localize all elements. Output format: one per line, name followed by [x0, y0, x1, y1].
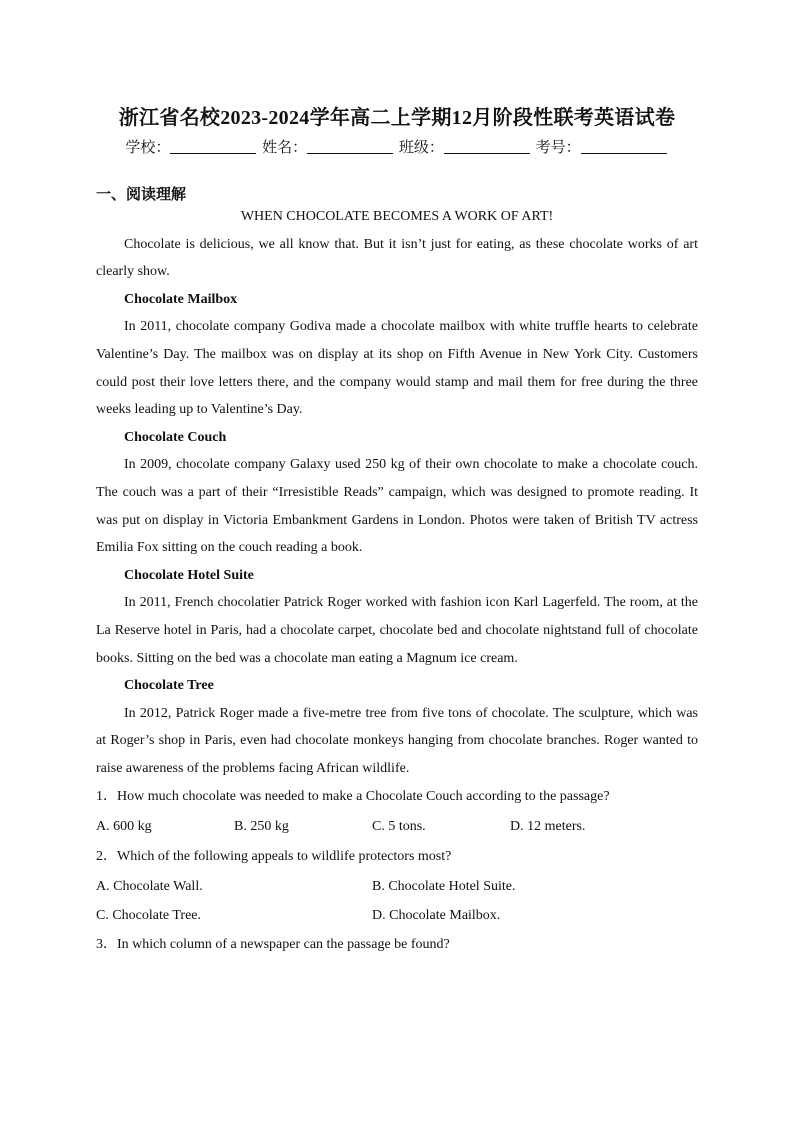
question-options: [96, 872, 698, 901]
item-paragraph: In 2009, chocolate company Galaxy used 250 kg of their own chocolate to make a chocolate couch. The couch was a part of their “Irresistible Reads” campaign, which was designed to promote reading. It was put on display in Victoria Embankment Gardens in London. Photos were taken of British TV actress Emilia Fox sitting on the couch reading a book.: [96, 457, 698, 556]
passage-title: WHEN CHOCOLATE BECOMES A WORK OF ART!: [240, 209, 554, 224]
question-stem: 3．In which column of a newspaper can the passage be found?: [96, 937, 450, 953]
exam-number-label: 考号：: [535, 140, 581, 156]
option-b: B. Chocolate Hotel Suite.: [372, 879, 516, 895]
item-heading: Chocolate Mailbox: [124, 291, 238, 307]
exam-title: 浙江省名校2023-2024学年高二上学期12月阶段性联考英语试卷: [118, 107, 676, 129]
item-paragraph: In 2011, French chocolatier Patrick Roger worked with fashion icon Karl Lagerfeld. The room, at the La Reserve hotel in Paris, had a chocolate carpet, chocolate bed and chocolate nightstand full of chocolate books. Sitting on the bed was a chocolate man eating a Magnum ice cream.: [96, 595, 698, 666]
option-b: B. 250 kg: [234, 819, 289, 835]
question-options: [96, 812, 698, 842]
name-blank: [307, 139, 393, 154]
class-label: 班级：: [398, 140, 444, 156]
option-d: D. Chocolate Mailbox.: [372, 908, 501, 924]
item-heading: Chocolate Hotel Suite: [124, 567, 254, 583]
school-label: 学校：: [125, 140, 171, 156]
question-stem: 1．How much chocolate was needed to make a Chocolate Couch according to the passage?: [96, 789, 610, 805]
item-paragraph: In 2011, chocolate company Godiva made a chocolate mailbox with white truffle hearts to celebrate Valentine’s Day. The mailbox was on display at its shop on Fifth Avenue in New York City. Customers could post their love letters there, and the company would stamp and mail them for free during the three weeks leading up to Valentine’s Day.: [96, 319, 698, 418]
option-c: C. 5 tons.: [372, 819, 426, 835]
school-blank: [170, 139, 256, 154]
exam-number-blank: [581, 139, 667, 154]
option-a: A. 600 kg: [96, 819, 152, 835]
item-heading: Chocolate Couch: [124, 429, 227, 445]
item-heading: Chocolate Tree: [124, 678, 214, 694]
student-info-line: [0, 136, 794, 157]
item-paragraph: In 2012, Patrick Roger made a five-metre tree from five tons of chocolate. The sculpture, which was at Roger’s shop in Paris, even had chocolate monkeys hanging from chocolate branches. Roger wanted to raise awareness of the problems facing African wildlife.: [96, 705, 698, 776]
name-label: 姓名：: [262, 140, 308, 156]
section-heading: 一、阅读理解: [96, 187, 187, 203]
class-blank: [444, 139, 530, 154]
question-options: [96, 901, 698, 930]
option-a: A. Chocolate Wall.: [96, 879, 203, 895]
reading-content: [96, 203, 698, 960]
option-c: C. Chocolate Tree.: [96, 908, 201, 924]
question-stem: 2．Which of the following appeals to wildlife protectors most?: [96, 849, 452, 865]
option-d: D. 12 meters.: [510, 819, 586, 835]
passage-intro: Chocolate is delicious, we all know that. But it isn’t just for eating, as these chocolate works of art clearly show.: [96, 236, 698, 280]
